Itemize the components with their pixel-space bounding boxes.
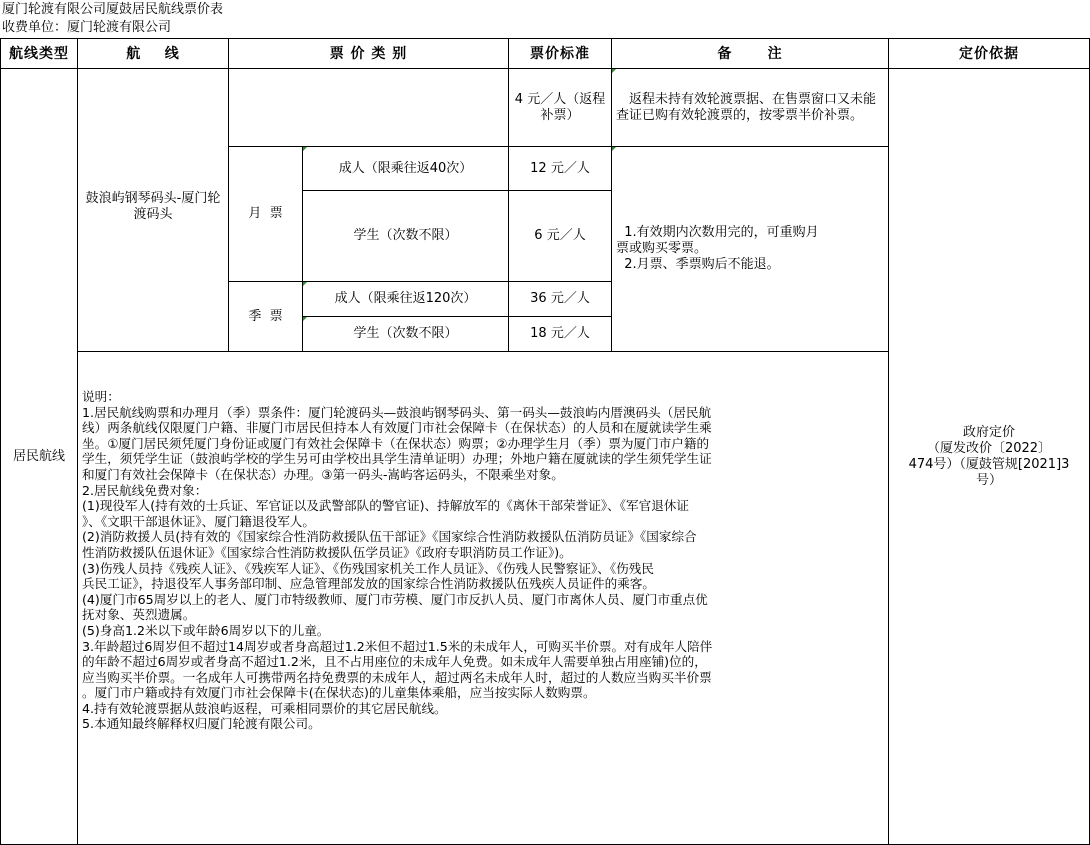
seasonal-ticket-label: 季 票 — [228, 281, 303, 352]
header-pricing-basis: 定价依据 — [888, 38, 1090, 69]
cell-comment-marker — [303, 147, 307, 151]
seasonal-adult-category: 成人（限乘往返120次） — [302, 281, 509, 317]
pricing-basis-line: 474号）（厦鼓管规[2021]3 — [908, 456, 1070, 472]
notes-line: (5)身高1.2米以下或年龄6周岁以下的儿童。 — [82, 622, 330, 638]
monthly-ticket-label: 月 票 — [228, 146, 303, 282]
seasonal-student-category: 学生（次数不限） — [302, 316, 509, 352]
seasonal-adult-price: 36 元／人 — [508, 281, 612, 317]
pricing-basis-line: 政府定价 — [962, 424, 1015, 440]
cell-comment-marker — [303, 317, 307, 321]
notes-cell — [77, 351, 889, 845]
notes-line: 4.持有效轮渡票据从鼓浪屿返程，可乘相同票价的其它居民航线。 — [82, 700, 447, 716]
notes-line: 坐。①厦门居民须凭厦门身份证或厦门有效社会保障卡（在保状态）购票；②办理学生月（季）票为厦门市户籍的 — [82, 435, 710, 451]
ticket-remark-line: 票或购买零票。 — [616, 241, 708, 256]
monthly-student-category: 学生（次数不限） — [302, 190, 509, 282]
notes-line: 性消防救援队伍退休证》《国家综合性消防救援队伍学员证》《政府专职消防员工作证》)。 — [82, 544, 572, 560]
notes-line: 应当购买半价票。一名成年人可携带两名持免费票的未成年人，超过两名未成年人时，超过的人数应当购买半价票 — [82, 669, 712, 685]
notes-line: (1)现役军人(持有效的士兵证、军官证以及武警部队的警官证)、持解放军的《离休干部荣誉证》、《军官退休证 — [82, 498, 689, 514]
header-remark: 备 注 — [611, 38, 889, 69]
header-route: 航 线 — [77, 38, 229, 69]
notes-line: (3)伤残人员持《残疾人证》、《残疾军人证》、《伤残国家机关工作人员证》、《伤残人民警察证》、《伤残民 — [82, 560, 654, 576]
monthly-student-price: 6 元／人 — [508, 190, 612, 282]
cell-comment-marker — [303, 282, 307, 286]
return-fare-category — [228, 68, 509, 147]
notes-line: 抚对象、英烈遗属。 — [82, 607, 196, 623]
return-fare-price: 4 元／人（返程补票） — [508, 68, 612, 147]
notes-line: 和厦门有效社会保障卡（在保状态）办理。③第一码头-嵩屿客运码头，不限乘坐对象。 — [82, 466, 564, 482]
notes-line: 》、《文职干部退休证》、厦门籍退役军人。 — [82, 513, 315, 529]
ticket-remark-line: 1.有效期内次数用完的，可重购月 — [616, 225, 819, 240]
notes-line: 3.年龄超过6周岁但不超过14周岁或者身高超过1.2米但不超过1.5米的未成年人，可购买半价票。对有成年人陪伴 — [82, 638, 713, 654]
fee-unit: 收费单位：厦门轮渡有限公司 — [2, 20, 172, 35]
cell-comment-marker — [612, 69, 616, 73]
ticket-remarks — [611, 146, 889, 352]
notes-line: 的年龄不超过6周岁或者身高不超过1.2米，且不占用座位的未成年人免费。如未成年人需要单独占用座铺)位的， — [82, 654, 707, 670]
notes-line: 兵民工证》，持退役军人事务部印制、应急管理部发放的国家综合性消防救援队伍残疾人员证件的乘客。 — [82, 576, 656, 592]
notes-line: 说明： — [82, 389, 120, 404]
header-route-type: 航线类型 — [0, 38, 78, 69]
return-fare-remark: 返程未持有效轮渡票据、在售票窗口又未能查证已购有效轮渡票的，按零票半价补票。 — [611, 68, 889, 147]
cell-comment-marker — [612, 147, 616, 151]
notes-line: 1.居民航线购票和办理月（季）票条件：厦门轮渡码头—鼓浪屿钢琴码头、第一码头—鼓浪屿内厝澳码头（居民航 — [82, 404, 712, 420]
monthly-adult-price: 12 元／人 — [508, 146, 612, 191]
notes-line: 2.居民航线免费对象： — [82, 482, 208, 498]
notes-line: 学生，须凭学生证（鼓浪屿学校的学生另可由学校出具学生清单证明）办理；外地户籍在厦就读的学生须凭学生证 — [82, 451, 712, 467]
page-title: 厦门轮渡有限公司厦鼓居民航线票价表 — [2, 2, 224, 17]
notes-line: 线）两条航线仅限厦门户籍、非厦门市居民但持本人有效厦门市社会保障卡（在保状态）的人员和在厦就读学生乘 — [82, 420, 712, 436]
monthly-adult-category: 成人（限乘往返40次） — [302, 146, 509, 191]
route-name-cell: 鼓浪屿钢琴码头-厦门轮渡码头 — [77, 68, 229, 352]
header-fare-standard: 票价标准 — [508, 38, 612, 69]
notes-line: (2)消防救援人员(持有效的《国家综合性消防救援队伍干部证》《国家综合性消防救援队伍消防员证》《国家综合 — [82, 529, 697, 545]
notes-line: 5.本通知最终解释权归厦门轮渡有限公司。 — [82, 716, 321, 732]
pricing-basis-cell — [888, 68, 1090, 845]
notes-line: (4)厦门市65周岁以上的老人、厦门市特级教师、厦门市劳模、厦门市反扒人员、厦门市离休人员、厦门市重点优 — [82, 591, 708, 607]
pricing-basis-line: （厦发改价〔2022〕 — [926, 440, 1052, 456]
route-type-cell: 居民航线 — [0, 68, 78, 845]
seasonal-student-price: 18 元／人 — [508, 316, 612, 352]
ticket-remark-line: 2.月票、季票购后不能退。 — [616, 257, 780, 272]
pricing-basis-line: 号） — [975, 472, 1002, 488]
notes-line: 。厦门市户籍或持有效厦门市社会保障卡(在保状态)的儿童集体乘船，应当按实际人数购票。 — [82, 685, 596, 701]
header-fare-category: 票 价 类 别 — [228, 38, 509, 69]
